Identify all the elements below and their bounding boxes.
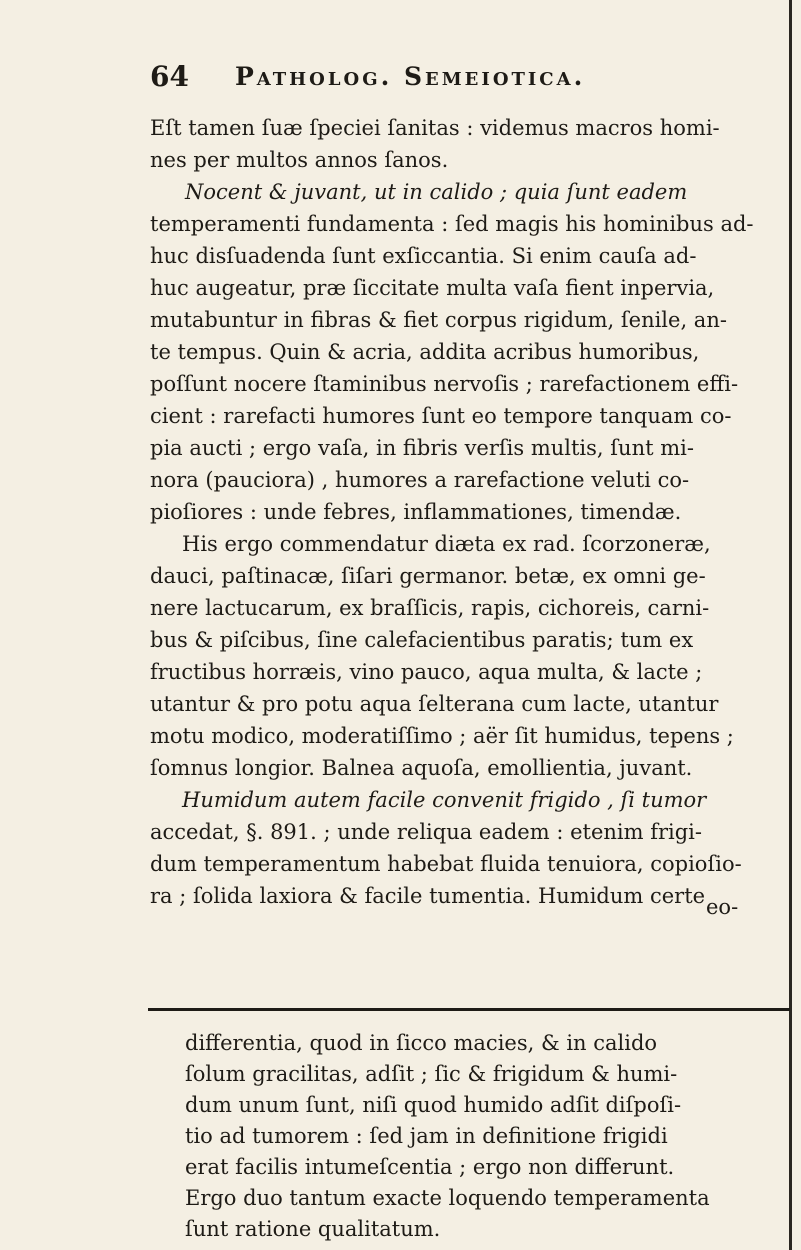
text-line: temperamenti fundamenta : ſed magis his hominibus ad- [150,212,754,236]
footnote-line: differentia, quod in ſicco macies, & in calido [185,1031,658,1055]
text-line: poſſunt nocere ſtaminibus nervoſis ; rarefactionem effi- [150,372,739,396]
text-line: dauci, paſtinacæ, ſiſari germanor. betæ, ex omni ge- [150,564,706,588]
catchword: eo- [706,895,739,919]
text-line: te tempus. Quin & acria, addita acribus humoribus, [150,340,700,364]
text-line: utantur & pro potu aqua ſelterana cum lacte, utantur [150,692,719,716]
page-number: 64 [150,60,189,93]
footnote-line: erat facilis intumeſcentia ; ergo non differunt. [185,1155,675,1179]
text-line: accedat, §. 891. ; unde reliqua eadem : etenim frigi- [150,820,702,844]
text-line: His ergo commendatur diæta ex rad. ſcorzoneræ, [182,532,711,556]
running-head: Patholog. Semeiotica. [235,62,586,91]
text-line: Nocent & juvant, ut in calido ; quia ſunt eadem [185,180,688,204]
text-line: Humidum autem facile convenit frigido , ſi tumor [182,788,707,812]
text-line: motu modico, moderatiſſimo ; aër ſit humidus, tepens ; [150,724,734,748]
text-line: huc disſuadenda ſunt exſiccantia. Si enim cauſa ad- [150,244,697,268]
text-line: fructibus horræis, vino pauco, aqua multa, & lacte ; [150,660,703,684]
footnote-line: tio ad tumorem : ſed jam in definitione frigidi [185,1124,668,1148]
text-line: nes per multos annos ſanos. [150,148,449,172]
text-line: mutabuntur in fibras & fiet corpus rigidum, ſenile, an- [150,308,727,332]
page-edge-line [789,0,792,1250]
text-line: pia aucti ; ergo vaſa, in fibris verſis multis, ſunt mi- [150,436,694,460]
footnote-line: ſunt ratione qualitatum. [185,1217,441,1241]
text-line: cient : rarefacti humores ſunt eo tempore tanquam co- [150,404,732,428]
footnote-line: Ergo duo tantum exacte loquendo temperamenta [185,1186,710,1210]
text-line: bus & piſcibus, ſine calefacientibus paratis; tum ex [150,628,694,652]
footnote-rule [148,1008,790,1011]
page-header [150,60,790,100]
text-line: dum temperamentum habebat fluida tenuiora, copioſio- [150,852,742,876]
footnote-line: ſolum gracilitas, adſit ; ſic & frigidum & humi- [185,1062,678,1086]
text-line: ra ; ſolida laxiora & facile tumentia. Humidum certe [150,884,706,908]
footnote-line: dum unum ſunt, niſi quod humido adſit diſpoſi- [185,1093,682,1117]
text-line: nora (pauciora) , humores a rarefactione veluti co- [150,468,690,492]
text-line: Eſt tamen ſuæ ſpeciei ſanitas : videmus macros homi- [150,116,720,140]
text-line: huc augeatur, præ ſiccitate multa vaſa fient inpervia, [150,276,715,300]
text-line: nere lactucarum, ex braſſicis, rapis, cichoreis, carni- [150,596,710,620]
text-line: ſomnus longior. Balnea aquoſa, emollientia, juvant. [150,756,693,780]
text-line: pioſiores : unde febres, inflammationes, timendæ. [150,500,682,524]
